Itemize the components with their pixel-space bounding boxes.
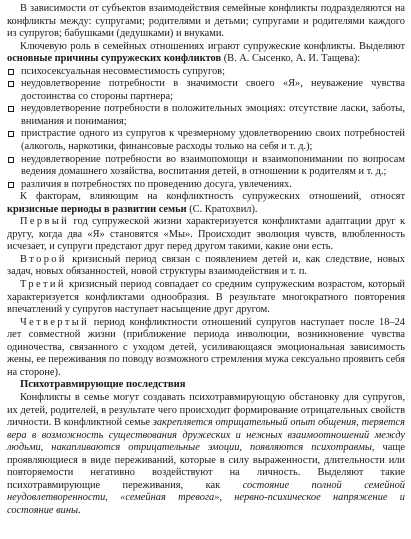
text-run: Конфликты в семье могут создавать психотравмирующую обстановку для супругов, их детей, родителей, в результате чего происходит формирование отрицательных свойств личности. В конфликтной семье <box>7 391 405 429</box>
list-item <box>7 66 405 79</box>
period-lead-word: Четвертый <box>20 316 90 328</box>
period-lead-word: Второй <box>20 253 67 265</box>
checkbox-bullet-icon <box>8 69 14 75</box>
list-item-text: неудовлетворение потребности во взаимопомощи и взаимопонимании по вопросам ведения домашнего хозяйства, воспитания детей, в отношении к родителям и т. д.; <box>21 153 405 178</box>
italic-run: «семейная тревога» <box>120 492 220 504</box>
list-item <box>7 103 405 128</box>
intro-paragraph: В зависимости от субъектов взаимодействия семейные конфликты подразделяются на конфликты между: супругами; родителями и детьми; супругами и родителями каждого из супругов; бабушками (дедушками) и внуками. <box>7 3 405 40</box>
causes-list <box>7 66 405 191</box>
checkbox-bullet-icon <box>8 182 14 188</box>
period-text: год супружеской жизни характеризуется конфликтами адаптации друг к другу, когда два «Я» становятся «Мы». Происходит эволюция чувств, влюбленность исчезает, и супруги предстают друг перед другом такими, какие они есть. <box>7 216 405 253</box>
period-text: кризисный период совпадает со средним супружеским возрастом, который характеризуется конфликтами однообразия. В результате многократного повторения впечатлений у супругов наступает насыщение друг другом. <box>7 279 405 316</box>
list-item-text: различия в потребностях по проведению досуга, увлечениях. <box>21 178 292 190</box>
causes-intro-paragraph <box>7 41 405 66</box>
crisis-period-3 <box>7 279 405 317</box>
crisis-period-2 <box>7 254 405 279</box>
text-run: . <box>78 504 81 516</box>
causes-intro-source: (В. А. Сысенко, А. И. Тащева): <box>221 53 361 65</box>
crisis-intro-paragraph <box>7 191 405 216</box>
text-run: чаще проявляющиеся в виде переживаний, которые в силу выраженности, длительности или повторяемости негативно воздействуют на личность. Выделяют такие психотравмирующие переживания, как <box>7 442 405 491</box>
section-subheading: Психотравмирующие последствия <box>20 379 186 391</box>
italic-run: закрепляется отрицательный опыт общения, теряется вера в возможность существования дружеских и нежных взаимоотношений между людьми, накапливаются отрицательные эмоции, появляются психотравмы, <box>7 417 405 454</box>
list-item-text: неудовлетворение потребности в значимости своего «Я», неуважение чувства достоинства со стороны партнера; <box>21 78 405 102</box>
causes-term: основные причины супружеских конфликтов <box>7 53 222 65</box>
crisis-intro-source: (С. Кратохвил). <box>186 203 258 215</box>
italic-run: состояние полной семейной неудовлетворенности <box>7 479 406 504</box>
list-item <box>7 154 405 179</box>
causes-intro-text: Ключевую роль в семейных отношениях играют супружеские конфликты. Выделяют <box>20 40 405 52</box>
text-run: , <box>105 492 121 504</box>
crisis-term: кризисные периоды в развитии семьи <box>7 203 187 215</box>
checkbox-bullet-icon <box>8 81 14 87</box>
list-item <box>7 128 405 153</box>
crisis-intro-text: К факторам, влияющим на конфликтность супружеских отношений, относят <box>20 191 405 203</box>
list-item-text: пристрастие одного из супругов к чрезмерному удовлетворению своих потребностей (алкоголь, наркотики, финансовые расходы только на себя и т. д.); <box>21 128 405 153</box>
period-lead-word: Третий <box>20 279 66 291</box>
text-run: , <box>219 492 235 504</box>
list-item <box>7 179 405 192</box>
period-lead-word: Первый <box>20 216 70 228</box>
list-item-text: неудовлетворение потребности в положительных эмоциях: отсутствие ласки, заботы, внимания и понимания; <box>21 103 405 127</box>
italic-run: нервно-психическое напряжение и состояние вины <box>7 492 405 516</box>
crisis-period-1 <box>7 216 405 254</box>
checkbox-bullet-icon <box>8 106 14 112</box>
list-item-text: психосексуальная несовместимость супругов; <box>21 65 225 77</box>
consequences-paragraph <box>7 392 405 517</box>
period-text: период конфликтности отношений супругов наступает после 18–24 лет совместной жизни (приближение периода инволюции, возникновение чувства одиночества, связанного с уходом детей, усиливающаяся эмоциональная зависимость жены, ее переживания по поводу возможного стремления мужа сексуально проявить себя на стороне). <box>7 316 405 378</box>
crisis-period-4 <box>7 317 405 380</box>
list-item <box>7 78 405 103</box>
period-text: кризисный период связан с появлением детей и, как следствие, новых задач, новых обязанностей, новой структуры взаимодействия и т. п. <box>7 253 405 278</box>
checkbox-bullet-icon <box>8 131 14 137</box>
checkbox-bullet-icon <box>8 157 14 163</box>
